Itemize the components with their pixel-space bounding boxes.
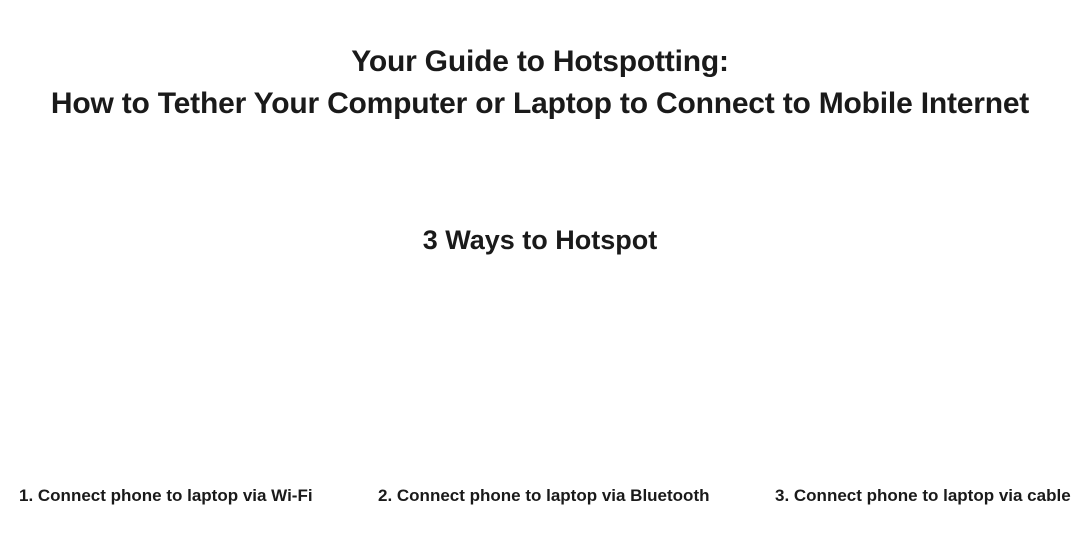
- title-line-secondary: How to Tether Your Computer or Laptop to Connect to Mobile Internet: [50, 87, 1030, 121]
- page-title: [0, 44, 1080, 122]
- step-item-cable: 3. Connect phone to laptop via cable: [775, 486, 1071, 505]
- section-subtitle: 3 Ways to Hotspot: [422, 225, 658, 255]
- step-item-bluetooth: 2. Connect phone to laptop via Bluetooth: [378, 486, 710, 505]
- steps-row: [0, 486, 1080, 518]
- step-item-wifi: 1. Connect phone to laptop via Wi-Fi: [19, 486, 313, 505]
- title-line-primary: Your Guide to Hotspotting:: [351, 45, 729, 78]
